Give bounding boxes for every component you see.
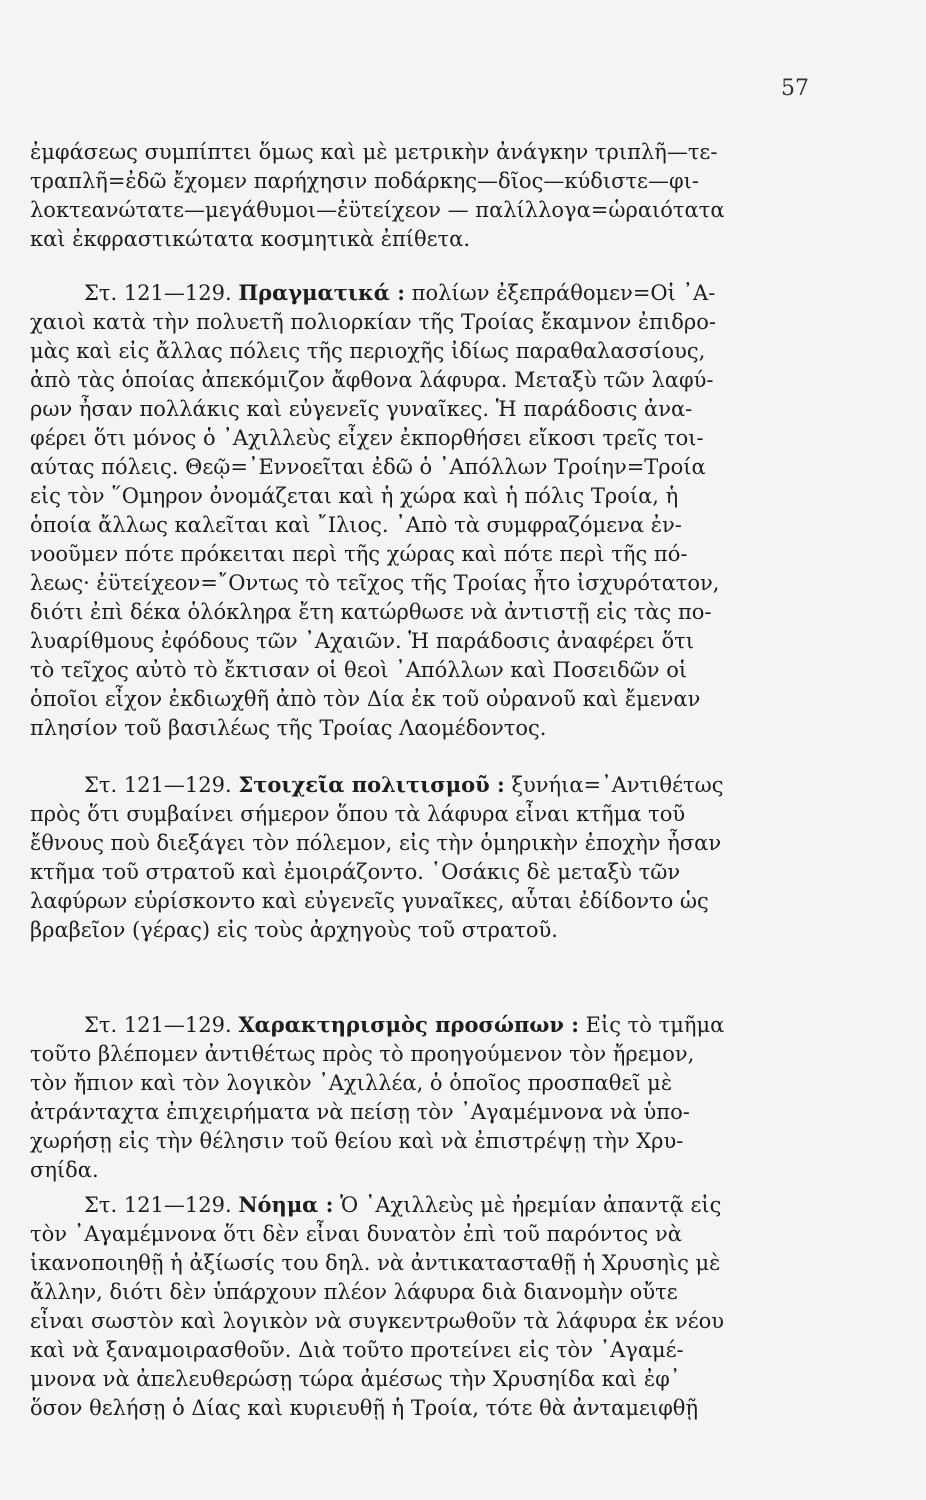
text-line: καὶ ἐκφραστικώτατα κοσμητικὰ ἐπίθετα. — [30, 227, 471, 251]
verse-reference: Στ. 121—129. — [84, 1013, 232, 1037]
text-line: τὸ τεῖχος αὐτὸ τὸ ἔκτισαν οἱ θεοὶ ᾿Απόλλων καὶ Ποσειδῶν οἱ — [30, 658, 688, 682]
text-line: βραβεῖον (γέρας) εἰς τοὺς ἀρχηγοὺς τοῦ στρατοῦ. — [30, 918, 558, 942]
text-line: τὸν ἤπιον καὶ τὸν λογικὸν ᾿Αχιλλέα, ὁ ὁποῖος προσπαθεῖ μὲ — [30, 1071, 673, 1095]
section-heading: Στοιχεῖα πολιτισμοῦ : — [238, 772, 505, 797]
text-line: χωρήσῃ εἰς τὴν θέλησιν τοῦ θείου καὶ νὰ ἐπιστρέψῃ τὴν Χρυ- — [30, 1129, 684, 1153]
section-heading: Χαρακτηρισμὸς προσώπων : — [238, 1012, 579, 1037]
text-line: πλησίον τοῦ βασιλέως τῆς Τροίας Λαομέδοντος. — [30, 716, 547, 740]
section-xaraktirismos — [30, 1010, 840, 1185]
intro-paragraph — [30, 138, 840, 254]
text-line: εἰς τὸν ῞Ομηρον ὀνομάζεται καὶ ἡ χώρα καὶ ἡ πόλις Τροία, ἡ — [30, 484, 679, 508]
text-line: ἱκανοποιηθῇ ἡ ἀξίωσίς του δηλ. νὰ ἀντικατασταθῇ ἡ Χρυσηὶς μὲ — [30, 1251, 721, 1275]
text-line: ὁποῖοι εἶχον ἐκδιωχθῆ ἀπὸ τὸν Δία ἐκ τοῦ οὐρανοῦ καὶ ἔμεναν — [30, 687, 701, 711]
section-first-line — [30, 1010, 840, 1040]
text-line: ὅσον θελήσῃ ὁ Δίας καὶ κυριευθῇ ἡ Τροία, τότε θὰ ἀνταμειφθῇ — [30, 1396, 699, 1420]
verse-reference: Στ. 121—129. — [84, 281, 232, 305]
text-line: λαφύρων εὑρίσκοντο καὶ εὐγενεῖς γυναῖκες, αὗται ἐδίδοντο ὡς — [30, 889, 709, 913]
text-line: τραπλῆ=ἐδῶ ἔχομεν παρήχησιν ποδάρκης—δῖος—κύδιστε—φι- — [30, 169, 699, 193]
text-line: λυαρίθμους ἐφόδους τῶν ᾿Αχαιῶν. Ἡ παράδοσις ἀναφέρει ὅτι — [30, 629, 694, 653]
text-line: ξυνήια=᾿Αντιθέτως — [511, 773, 724, 797]
section-first-line — [30, 1190, 840, 1220]
text-line: τοῦτο βλέπομεν ἀντιθέτως πρὸς τὸ προηγούμενον τὸν ἤρεμον, — [30, 1042, 695, 1066]
text-line: Εἰς τὸ τμῆμα — [585, 1013, 725, 1037]
section-heading: Νόημα : — [238, 1192, 334, 1217]
text-line: διότι ἐπὶ δέκα ὁλόκληρα ἔτη κατώρθωσε νὰ ἀντιστῇ εἰς τὰς πο- — [30, 600, 712, 624]
section-noima — [30, 1190, 840, 1423]
text-line: ὁποία ἄλλως καλεῖται καὶ ῎Ιλιος. ᾿Απὸ τὰ συμφραζόμενα ἐν- — [30, 513, 682, 537]
text-line: καὶ νὰ ξαναμοιρασθοῦν. Διὰ τοῦτο προτείνει εἰς τὸν ᾿Αγαμέ- — [30, 1338, 684, 1362]
verse-reference: Στ. 121—129. — [84, 773, 232, 797]
text-line: ἀτράνταχτα ἐπιχειρήματα νὰ πείσῃ τὸν ᾿Αγαμέμνονα νὰ ὑπο- — [30, 1100, 690, 1124]
text-line: ρων ἦσαν πολλάκις καὶ εὐγενεῖς γυναῖκες. Ἡ παράδοσις ἀνα- — [30, 397, 693, 421]
text-line: αύτας πόλεις. Θεῷ=᾿Εννοεῖται ἐδῶ ὁ ᾿Απόλλων Τροίην=Τροία — [30, 455, 706, 479]
text-line: λοκτεανώτατε—μεγάθυμοι—ἐϋτείχεον — παλίλλογα=ὡραιότατα — [30, 198, 725, 222]
text-line: χαιοὶ κατὰ τὴν πολυετῆ πολιορκίαν τῆς Τροίας ἔκαμνον ἐπιδρο- — [30, 310, 716, 334]
text-line: σηίδα. — [30, 1158, 99, 1182]
text-line: λεως· ἐϋτείχεον=῎Οντως τὸ τεῖχος τῆς Τροίας ἦτο ἰσχυρότατον, — [30, 571, 720, 595]
text-line: εἶναι σωστὸν καὶ λογικὸν νὰ συγκεντρωθοῦν τὰ λάφυρα ἐκ νέου — [30, 1309, 725, 1333]
text-line: φέρει ὅτι μόνος ὁ ᾿Αχιλλεὺς εἶχεν ἐκπορθήσει εἴκοσι τρεῖς τοι- — [30, 426, 704, 450]
section-stoixeia-politismou — [30, 770, 840, 945]
text-line: κτῆμα τοῦ στρατοῦ καὶ ἐμοιράζοντο. ῾Οσάκις δὲ μεταξὺ τῶν — [30, 860, 681, 884]
text-line: Ὁ ᾿Αχιλλεὺς μὲ ἠρεμίαν ἀπαντᾷ εἰς — [340, 1193, 722, 1217]
text-line: πρὸς ὅτι συμβαίνει σήμερον ὅπου τὰ λάφυρα εἶναι κτῆμα τοῦ — [30, 802, 686, 826]
section-first-line — [30, 770, 840, 800]
text-line: μὰς καὶ εἰς ἄλλας πόλεις τῆς περιοχῆς ἰδίως παραθαλασσίους, — [30, 339, 706, 363]
page-number: 57 — [781, 76, 809, 101]
text-line: νοοῦμεν πότε πρόκειται περὶ τῆς χώρας καὶ πότε περὶ τῆς πό- — [30, 542, 688, 566]
section-pragmatika — [30, 278, 840, 743]
text-line: τὸν ᾿Αγαμέμνονα ὅτι δὲν εἶναι δυνατὸν ἐπὶ τοῦ παρόντος νὰ — [30, 1222, 682, 1246]
verse-reference: Στ. 121—129. — [84, 1193, 232, 1217]
text-line: ἄλλην, διότι δὲν ὑπάρχουν πλέον λάφυρα διὰ διανομὴν οὔτε — [30, 1280, 678, 1304]
text-line: μνονα νὰ ἀπελευθερώσῃ τώρα ἀμέσως τὴν Χρυσηίδα καὶ ἐφ᾿ — [30, 1367, 681, 1391]
text-line: ἀπὸ τὰς ὁποίας ἀπεκόμιζον ἄφθονα λάφυρα. Μεταξὺ τῶν λαφύ- — [30, 368, 714, 392]
text-line: ἐμφάσεως συμπίπτει ὅμως καὶ μὲ μετρικὴν ἀνάγκην τριπλῆ—τε- — [30, 140, 718, 164]
text-line: πολίων ἐξεπράθομεν=Οἱ ᾿Α- — [411, 281, 716, 305]
section-first-line — [30, 278, 840, 308]
text-line: ἔθνους ποὺ διεξάγει τὸν πόλεμον, εἰς τὴν ὁμηρικὴν ἐποχὴν ἦσαν — [30, 831, 722, 855]
section-heading: Πραγματικά : — [238, 280, 405, 305]
